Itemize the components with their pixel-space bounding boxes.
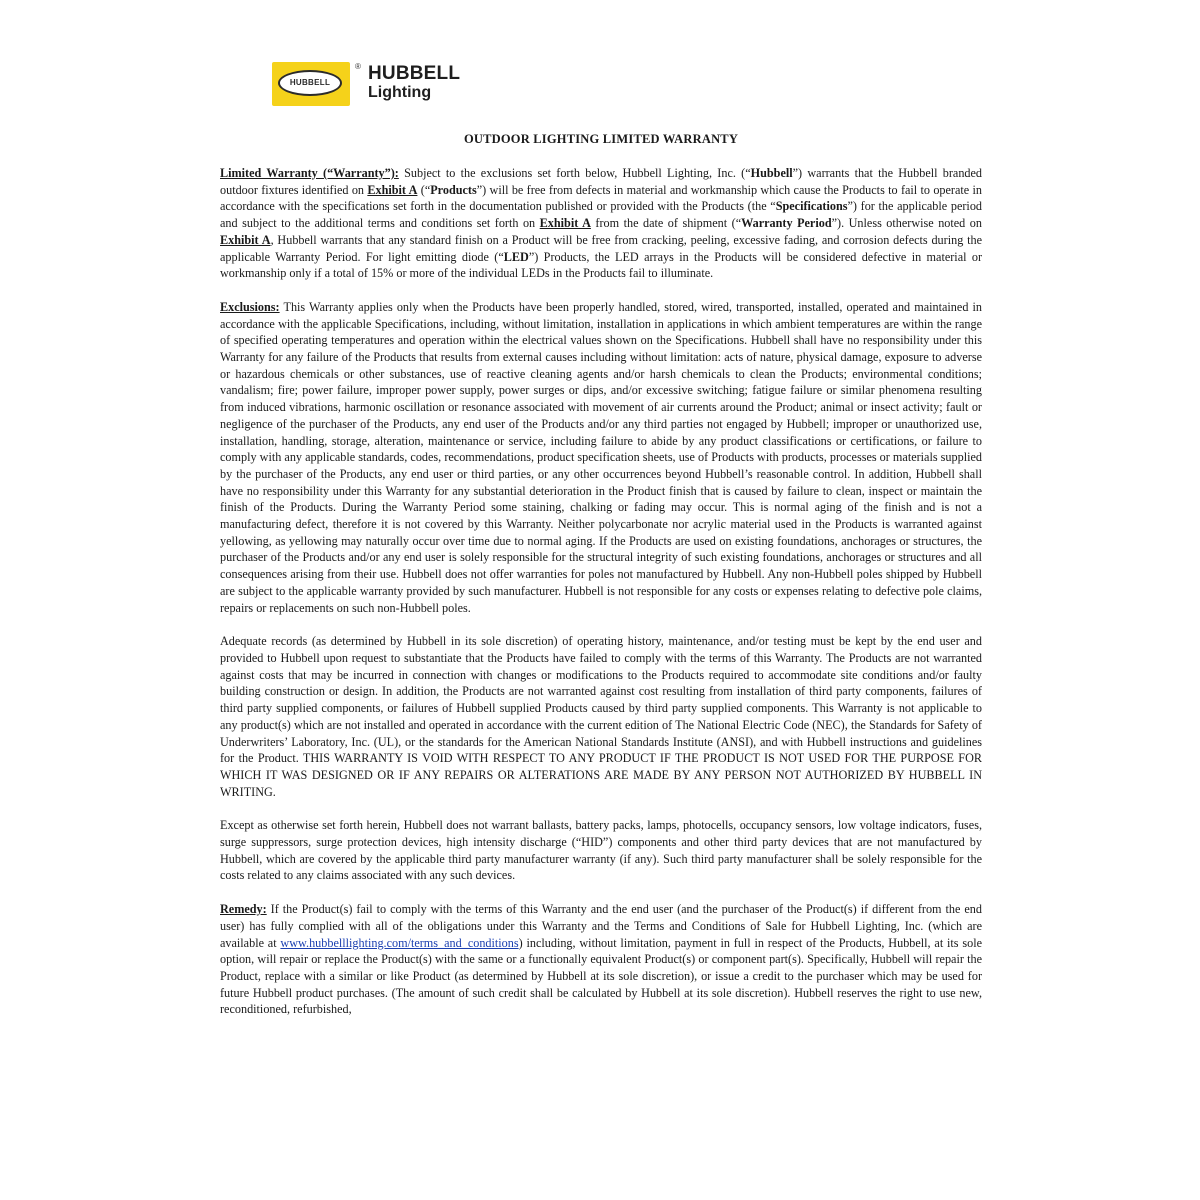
text-span: ”) will be free from defects in material and workmanship which cause the Products to fail to operate in accordance with the specifications set forth in the documentation published or provided with the Products (the “ [220, 182, 982, 214]
records-paragraph: Adequate records (as determined by Hubbell in its sole discretion) of operating history, maintenance, and/or testing must be kept by the end user and provided to Hubbell upon request to substantiate that the Products have failed to comply with the terms of this Warranty. The Products are not warranted against costs that may be incurred in connection with changes or modifications to the Products required to accommodate site conditions and/or faulty building construction or design. In addition, the Products are not warranted against cost resulting from installation of third party components, failures of third party supplied components, or failures of Hubbell supplied Products caused by third party supplied components. This Warranty is not applicable to any product(s) which are not installed and operated in accordance with the current edition of The National Electric Code (NEC), the Standards for Safety of Underwriters’ Laboratory, Inc. (UL), or the standards for the American National Standards Institute (ANSI), and with Hubbell instructions and guidelines for the Product. THIS WARRANTY IS VOID WITH RESPECT TO ANY PRODUCT IF THE PRODUCT IS NOT USED FOR THE PURPOSE FOR WHICH IT WAS DESIGNED OR IF ANY REPAIRS OR ALTERATIONS ARE MADE BY ANY PERSON NOT AUTHORIZED BY HUBBELL IN WRITING. [220, 634, 982, 799]
text-span: This Warranty applies only when the Products have been properly handled, stored, wired, transported, installed, operated and maintained in accordance with the applicable Specifications, including, without limitation, installation in applications in which ambient temperatures are within the range of specified operating temperatures and operation within the electrical values shown on the Specifications. Hubbell shall have no responsibility under this Warranty for any failure of the Products that results from external causes including without limitation: acts of nature, physical damage, exposure to adverse or hazardous chemicals or other substances, use of reactive cleaning agents and/or harsh chemicals to clean the Products; environmental conditions; vandalism; fire; power failure, improper power supply, power surges or dips, and/or excessive switching; fatigue failure or similar phenomena resulting from induced vibrations, harmonic oscillation or resonance associated with movement of air currents around the Product; animal or insect activity; fault or negligence of the purchaser of the Products, any end user of the Products and/or any third parties not engaged by Hubbell; improper or unauthorized use, installation, handling, storage, alteration, maintenance or service, including failure to abide by any product classifications or certifications, or failure to comply with any applicable standards, codes, recommendations, product specification sheets, use of Products with products, processes or materials supplied by the purchaser of the Products, any end user or third parties, or any other occurrences beyond Hubbell’s reasonable control. In addition, Hubbell shall have no responsibility under this Warranty for any substantial deterioration in the Product finish that is caused by failure to clean, inspect or maintain the finish of the Products. During the Warranty Period some staining, chalking or fading may occur. This is normal aging of the finish and is not a manufacturing defect, therefore it is not covered by this Warranty. Neither polycarbonate nor acrylic material used in the Products is warranted against yellowing, as yellowing may naturally occur over time due to normal aging. If the Products are used on existing foundations, anchorages or structures, the purchaser of the Products and/or any end user is solely responsible for the structural integrity of such existing foundations, anchorages or structures and all consequences arising from their use. Hubbell does not offer warranties for poles not manufactured by Hubbell. Any non-Hubbell poles shipped by Hubbell are subject to the applicable warranty provided by such manufacturer. Hubbell is not responsible for any costs or expenses relating to defective pole claims, repairs or replacements on such non-Hubbell poles. [220, 299, 982, 615]
document-body [220, 165, 982, 1095]
exclusions-paragraph [220, 299, 982, 616]
logo-badge-text: HUBBELL [289, 78, 331, 87]
bold-term: LED [503, 249, 529, 264]
bold-term: Hubbell [750, 166, 793, 180]
text-span: , Hubbell warrants that any standard finish on a Product will be free from cracking, peeling, excessive fading, and corrosion defects during the applicable Warranty Period. For light emitting diode (“ [220, 232, 982, 264]
text-span: Subject to the exclusions set forth below, Hubbell Lighting, Inc. (“ [398, 166, 751, 180]
terms-and-conditions-link[interactable]: www.hubbelllighting.com/terms_and_conditions [280, 935, 519, 950]
bold-term: Specifications [775, 199, 848, 214]
document-title: OUTDOOR LIGHTING LIMITED WARRANTY [463, 132, 739, 146]
text-span: ”) Products, the LED arrays in the Products will be considered defective in material or workmanship only if a total of 15% or more of the individual LEDs in the Products fail to illuminate. [220, 249, 982, 281]
text-span: ”) for the applicable period and subject to the additional terms and conditions set forth on [220, 199, 982, 231]
exhibit-a-reference: Exhibit A [220, 232, 271, 247]
exhibit-a-reference: Exhibit A [367, 182, 418, 197]
text-span: If the Product(s) fail to comply with the terms of this Warranty and the end user (and the purchaser of the Product(s) if different from the end user) has fully complied with all of the obligations under this Warranty and the Terms and Conditions of Sale for Hubbell Lighting, Inc. (which are available at [220, 902, 982, 950]
text-span: ) including, without limitation, payment in full in respect of the Products, Hubbell, at its sole option, will repair or replace the Product(s) with the same or a functionally equivalent Product(s) or component part(s). Specifically, Hubbell will repair the Product, replace with a similar or like Product (as determined by Hubbell at its sole discretion), or issue a credit to the purchaser which may be used for future Hubbell product purchases. (The amount of such credit shall be calculated by Hubbell at its sole discretion). Hubbell reserves the right to use new, reconditioned, refurbished, [220, 935, 982, 1017]
text-span: ”). Unless otherwise noted on [831, 216, 982, 231]
hubbell-lighting-logo [272, 62, 512, 108]
remedy-heading: Remedy: [220, 902, 267, 917]
third-party-paragraph: Except as otherwise set forth herein, Hubbell does not warrant ballasts, battery packs, lamps, photocells, occupancy sensors, low voltage indicators, fuses, surge suppressors, surge protection devices, high intensity discharge (“HID”) components and other third party devices that are not manufactured by Hubbell, which are covered by the applicable third party manufacturer warranty (if any). Such third party manufacturer shall be solely responsible for the costs related to any claims associated with any such devices. [220, 818, 982, 883]
limited-warranty-paragraph [220, 165, 982, 282]
text-span: from the date of shipment (“ [590, 216, 742, 231]
limited-warranty-heading: Limited Warranty (“Warranty”): [220, 166, 399, 180]
bold-term: Warranty Period [741, 216, 832, 231]
logo-badge [272, 62, 350, 106]
text-span: (“ [417, 182, 431, 197]
logo-sub-text: Lighting [368, 84, 432, 101]
logo-brand-text: HUBBELL [368, 63, 461, 84]
exclusions-heading: Exclusions: [220, 299, 280, 314]
remedy-paragraph [220, 901, 982, 1018]
logo-oval [278, 70, 342, 96]
registered-mark: ® [355, 62, 361, 71]
exhibit-a-reference: Exhibit A [539, 216, 591, 231]
text-span: ”) warrants that the Hubbell branded outdoor fixtures identified on [220, 166, 982, 197]
bold-term: Products [430, 182, 477, 197]
